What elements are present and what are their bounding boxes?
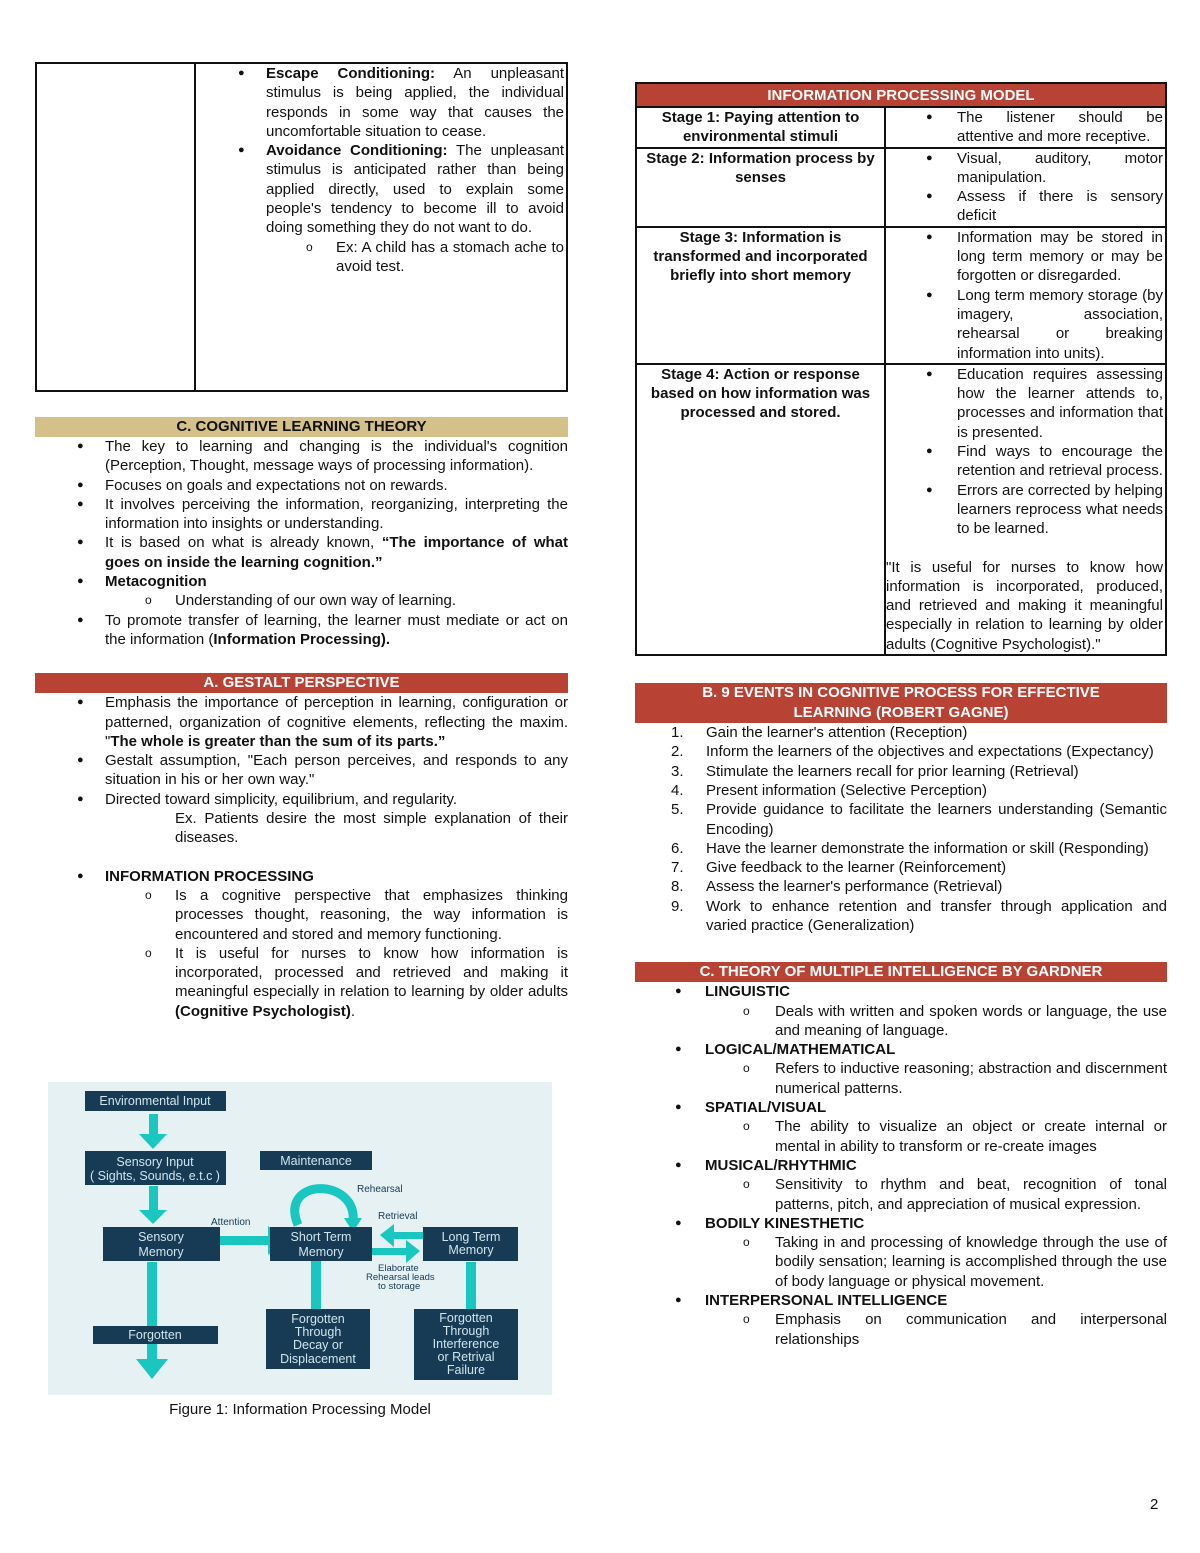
cognitive-b6: ● To promote transfer of learning, the learner must mediate or act on the information (Information Processing). — [35, 611, 568, 650]
gagne-item-text: Gain the learner's attention (Reception) — [706, 724, 968, 742]
cognitive-b3: ● It involves perceiving the information, reorganizing, interpreting the information into insights or understanding. — [35, 495, 568, 534]
interf-label-2: Through — [442, 1324, 490, 1338]
gardner-bodily-d: o Taking in and processing of knowledge through the use of bodily sensation; learning is accomplished through the use of body language or physical movement. — [635, 1233, 1167, 1291]
interf-label-3: Interference — [432, 1337, 500, 1351]
decay-label-1: Forgotten — [291, 1312, 345, 1326]
rehearsal-loop — [295, 1189, 353, 1225]
gestalt-b1: ● Emphasis the importance of perception in learning, configuration or patterned, organization of cognitive elements, reflecting the maxim. "The whole is greater than the sum of its parts.” — [35, 693, 568, 751]
gagne-item-number: 8. — [671, 878, 684, 896]
gardner-spatial-d: o The ability to visualize an object or create internal or mental in ability to transform or re-create images — [635, 1117, 1167, 1156]
gagne-item-number: 9. — [671, 897, 684, 915]
figure-caption: Figure 1: Information Processing Model — [169, 1401, 431, 1418]
gagne-item-number: 5. — [671, 801, 684, 819]
interf-label-5: Failure — [446, 1363, 486, 1377]
stage-3-b1: ● Information may be stored in long term memory or may be forgotten or disregarded. — [886, 228, 1163, 286]
ltm-label-1: Long Term — [441, 1230, 501, 1244]
stage-2-b2: ● Assess if there is sensory deficit — [886, 187, 1163, 226]
gagne-heading: B. 9 EVENTS IN COGNITIVE PROCESS FOR EFFECTIVE LEARNING (ROBERT GAGNE) — [635, 683, 1167, 723]
left-column — [35, 62, 568, 1021]
env-input-label: Environmental Input — [99, 1094, 211, 1108]
gardner-spatial: ● SPATIAL/VISUAL o The ability to visualize an object or create internal or mental in ability to transform or re-create images — [635, 1098, 1167, 1156]
gagne-item-text: Give feedback to the learner (Reinforcement) — [706, 859, 1007, 877]
rehearsal-label: Rehearsal — [357, 1184, 403, 1195]
gardner-heading: C. THEORY OF MULTIPLE INTELLIGENCE BY GARDNER — [635, 962, 1167, 982]
conditioning-cell — [195, 63, 567, 391]
stage-1-b1: ● The listener should be attentive and more receptive. — [886, 108, 1163, 147]
interf-label-4: or Retrival — [437, 1350, 495, 1364]
gestalt-b3: ● Directed toward simplicity, equilibrium, and regularity. — [35, 790, 568, 809]
cognitive-b5: ● Metacognition o Understanding of our own way of learning. — [35, 572, 568, 611]
gagne-item — [635, 839, 1167, 858]
gagne-item — [635, 742, 1167, 761]
interf-label-1: Forgotten — [439, 1311, 493, 1325]
gagne-item-text: Have the learner demonstrate the information or skill (Responding) — [706, 839, 1149, 857]
stage-3: Stage 3: Information is transformed and incorporated briefly into short memory — [636, 227, 885, 364]
conditioning-table — [35, 62, 568, 392]
cognitive-heading: C. COGNITIVE LEARNING THEORY — [35, 417, 568, 437]
gagne-item-number: 4. — [671, 781, 684, 799]
avoidance-example: o Ex: A child has a stomach ache to avoid test. — [196, 238, 564, 277]
avoidance-conditioning: ● Avoidance Conditioning: The unpleasant stimulus is anticipated rather than being applied directly, used to explain some people's tendency to become ill to avoid doing something they do not want to do. o Ex: A child has a stomach ache to avoid test. — [196, 141, 564, 276]
decay-label-4: Displacement — [280, 1352, 356, 1366]
gagne-item-number: 1. — [671, 724, 684, 742]
decay-label-3: Decay or — [292, 1338, 344, 1352]
sensory-input-label-1: Sensory Input — [116, 1155, 194, 1169]
stage-1: Stage 1: Paying attention to environmental stimuli — [636, 107, 885, 148]
stm-label-1: Short Term — [290, 1230, 352, 1244]
gagne-item — [635, 800, 1167, 839]
gagne-item-text: Work to enhance retention and transfer through application and varied practice (Generalization) — [706, 897, 1167, 934]
ltm-label-2: Memory — [448, 1243, 494, 1257]
gardner-interpersonal: ● INTERPERSONAL INTELLIGENCE o Emphasis on communication and interpersonal relationships — [635, 1291, 1167, 1349]
ip-sub-2: o It is useful for nurses to know how information is incorporated, processed and retrieved and making it meaningful especially in relation to learning by older adults (Cognitive Psychologist). — [35, 944, 568, 1021]
stage-3-b2: ● Long term memory storage (by imagery, association, rehearsal or breaking information into units). — [886, 286, 1163, 363]
gagne-list — [635, 723, 1167, 935]
gagne-item — [635, 762, 1167, 781]
gardner-bodily: ● BODILY KINESTHETIC o Taking in and processing of knowledge through the use of bodily sensation; learning is accomplished through the use of body language or physical movement. — [635, 1214, 1167, 1291]
cognitive-b4: ● It is based on what is already known, “The importance of what goes on inside the learning cognition.” — [35, 533, 568, 572]
ip-sub-1: o Is a cognitive perspective that emphasizes thinking processes thought, reasoning, the way information is encountered and stored and memory functioning. — [35, 886, 568, 944]
elaborate-label-3: to storage — [378, 1281, 421, 1292]
stm-label-2: Memory — [298, 1245, 344, 1259]
gagne-item-number: 7. — [671, 859, 684, 877]
gardner-logical-d: o Refers to inductive reasoning; abstraction and discernment numerical patterns. — [635, 1059, 1167, 1098]
maintenance-label: Maintenance — [280, 1154, 352, 1168]
page-number: 2 — [1150, 1496, 1159, 1513]
metacognition-sub: o Understanding of our own way of learning. — [35, 591, 568, 610]
gestalt-b2: ● Gestalt assumption, "Each person perceives, and responds to any situation in his or her own way." — [35, 751, 568, 790]
empty-cell — [36, 63, 195, 391]
cognitive-b1: ● The key to learning and changing is the individual's cognition (Perception, Thought, message ways of processing information). — [35, 437, 568, 476]
stage-4-b1: ● Education requires assessing how the learner attends to, processes and information that is presented. — [886, 365, 1163, 442]
gardner-linguistic: ● LINGUISTIC o Deals with written and spoken words or language, the use and meaning of language. — [635, 982, 1167, 1040]
gardner-musical: ● MUSICAL/RHYTHMIC o Sensitivity to rhythm and beat, recognition of tonal patterns, pitch, and appreciation of musical expression. — [635, 1156, 1167, 1214]
ipm-figure — [48, 1082, 552, 1395]
gardner-musical-d: o Sensitivity to rhythm and beat, recognition of tonal patterns, pitch, and appreciation of musical expression. — [635, 1175, 1167, 1214]
stage-4-b2: ● Find ways to encourage the retention and retrieval process. — [886, 442, 1163, 481]
gagne-item-text: Inform the learners of the objectives and expectations (Expectancy) — [706, 743, 1154, 761]
gestalt-heading: A. GESTALT PERSPECTIVE — [35, 673, 568, 693]
gestalt-example: Ex. Patients desire the most simple explanation of their diseases. — [175, 810, 568, 847]
escape-conditioning: ● Escape Conditioning: An unpleasant stimulus is being applied, the individual responds in some way that causes the uncomfortable situation to cease. — [196, 64, 564, 141]
gardner-interpersonal-d: o Emphasis on communication and interpersonal relationships — [635, 1310, 1167, 1349]
cognitive-b2: ● Focuses on goals and expectations not on rewards. — [35, 476, 568, 495]
ip-bullet: ● INFORMATION PROCESSING o Is a cognitive perspective that emphasizes thinking processes thought, reasoning, the way information is encountered and stored and memory functioning. o It is useful for nurses to know how information is incorporated, processed and retrieved and making it meaningful especially in relation to learning by older adults (Cognitive Psychologist). — [35, 867, 568, 1021]
sensory-memory-label-2: Memory — [138, 1245, 184, 1259]
attention-label: Attention — [211, 1217, 251, 1228]
stage-4-b3: ● Errors are corrected by helping learners reprocess what needs to be learned. — [886, 481, 1163, 539]
gagne-item-text: Stimulate the learners recall for prior learning (Retrieval) — [706, 762, 1079, 780]
gagne-item-text: Provide guidance to facilitate the learners understanding (Semantic Encoding) — [706, 801, 1167, 838]
sensory-memory-label-1: Sensory — [138, 1230, 184, 1244]
elaborate-label-2: Rehearsal leads — [366, 1272, 435, 1283]
forgotten-label: Forgotten — [128, 1328, 182, 1342]
gagne-item-number: 3. — [671, 762, 684, 780]
stage-2: Stage 2: Information process by senses — [636, 148, 885, 227]
gagne-item — [635, 781, 1167, 800]
gagne-item-text: Present information (Selective Perception) — [706, 781, 987, 799]
gardner-logical: ● LOGICAL/MATHEMATICAL o Refers to inductive reasoning; abstraction and discernment numerical patterns. — [635, 1040, 1167, 1098]
elaborate-label-1: Elaborate — [378, 1263, 419, 1274]
gagne-item — [635, 877, 1167, 896]
gagne-item — [635, 858, 1167, 877]
ipm-quote: "It is useful for nurses to know how information is incorporated, produced, and retrieved and making it meaningful especially in relation to learning by older adults (Cognitive Psychologist)." — [886, 558, 1163, 653]
gagne-item-text: Assess the learner's performance (Retrieval) — [706, 878, 1003, 896]
gagne-item — [635, 897, 1167, 936]
decay-label-2: Through — [294, 1325, 342, 1339]
ipm-heading: INFORMATION PROCESSING MODEL — [636, 83, 1166, 107]
sensory-input-label-2: ( Sights, Sounds, e.t.c ) — [90, 1169, 220, 1183]
gagne-item-number: 2. — [671, 743, 684, 761]
gagne-item — [635, 723, 1167, 742]
gardner-linguistic-d: o Deals with written and spoken words or language, the use and meaning of language. — [635, 1002, 1167, 1041]
gagne-item-number: 6. — [671, 839, 684, 857]
stage-4: Stage 4: Action or response based on how information was processed and stored. — [636, 364, 885, 655]
retrieval-label: Retrieval — [378, 1211, 418, 1222]
right-column — [635, 82, 1167, 1349]
stage-2-b1: ● Visual, auditory, motor manipulation. — [886, 149, 1163, 188]
ipm-table — [635, 82, 1167, 656]
